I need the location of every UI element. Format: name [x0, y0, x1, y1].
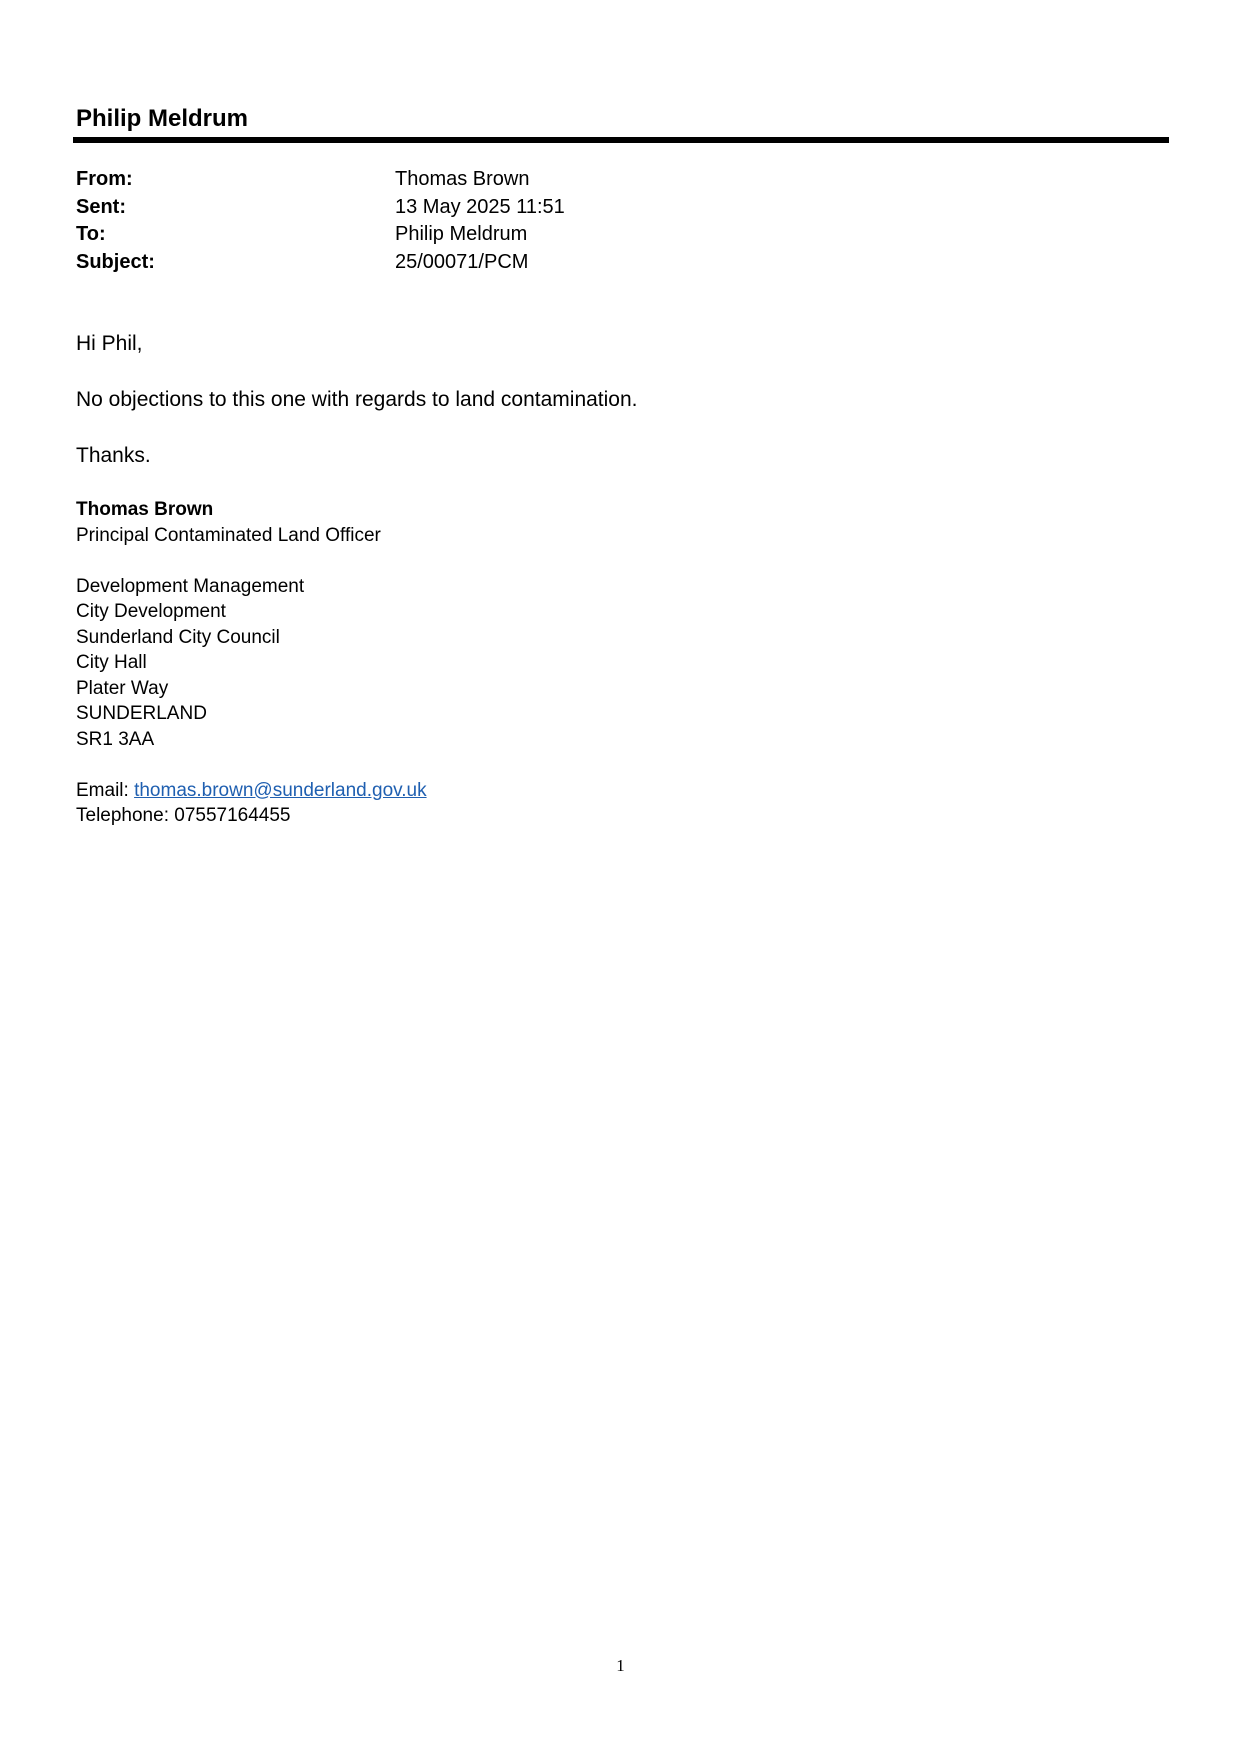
page-number: 1: [616, 1656, 625, 1675]
greeting: Hi Phil,: [76, 332, 143, 355]
signature-name: Thomas Brown: [76, 499, 214, 520]
subject-value: 25/00071/PCM: [395, 250, 529, 273]
signature-spacer: [76, 752, 1076, 778]
closing: Thanks.: [76, 444, 151, 467]
subject-row: [76, 249, 876, 277]
email-signature: [76, 497, 1076, 829]
message-text: No objections to this one with regards to land contamination.: [76, 388, 638, 411]
to-row: [76, 221, 876, 249]
from-label: From:: [76, 168, 133, 190]
from-row: [76, 166, 876, 194]
email-body: [76, 330, 1076, 470]
address-line: Plater Way: [76, 677, 169, 699]
email-header: [76, 166, 876, 276]
address-line: City Hall: [76, 652, 147, 673]
to-label: To:: [76, 223, 106, 245]
header-divider: [73, 137, 1169, 143]
address-line: SR1 3AA: [76, 728, 155, 750]
sent-label: Sent:: [76, 195, 126, 218]
signature-spacer: [76, 548, 1076, 574]
email-label: Email:: [76, 779, 135, 801]
telephone-line: Telephone: 07557164455: [76, 805, 291, 826]
from-value: Thomas Brown: [395, 168, 530, 190]
address-line: City Development: [76, 601, 226, 622]
to-value: Philip Meldrum: [395, 223, 528, 245]
signature-title: Principal Contaminated Land Officer: [76, 524, 381, 546]
email-line: [76, 778, 1076, 804]
address-line: SUNDERLAND: [76, 703, 207, 724]
page-owner-name: Philip Meldrum: [76, 105, 249, 132]
sent-row: [76, 194, 876, 222]
subject-label: Subject:: [76, 250, 155, 273]
sent-value: 13 May 2025 11:51: [395, 195, 565, 218]
email-link[interactable]: thomas.brown@sunderland.gov.uk: [134, 779, 427, 801]
address-line: Development Management: [76, 575, 305, 597]
address-line: Sunderland City Council: [76, 626, 280, 648]
